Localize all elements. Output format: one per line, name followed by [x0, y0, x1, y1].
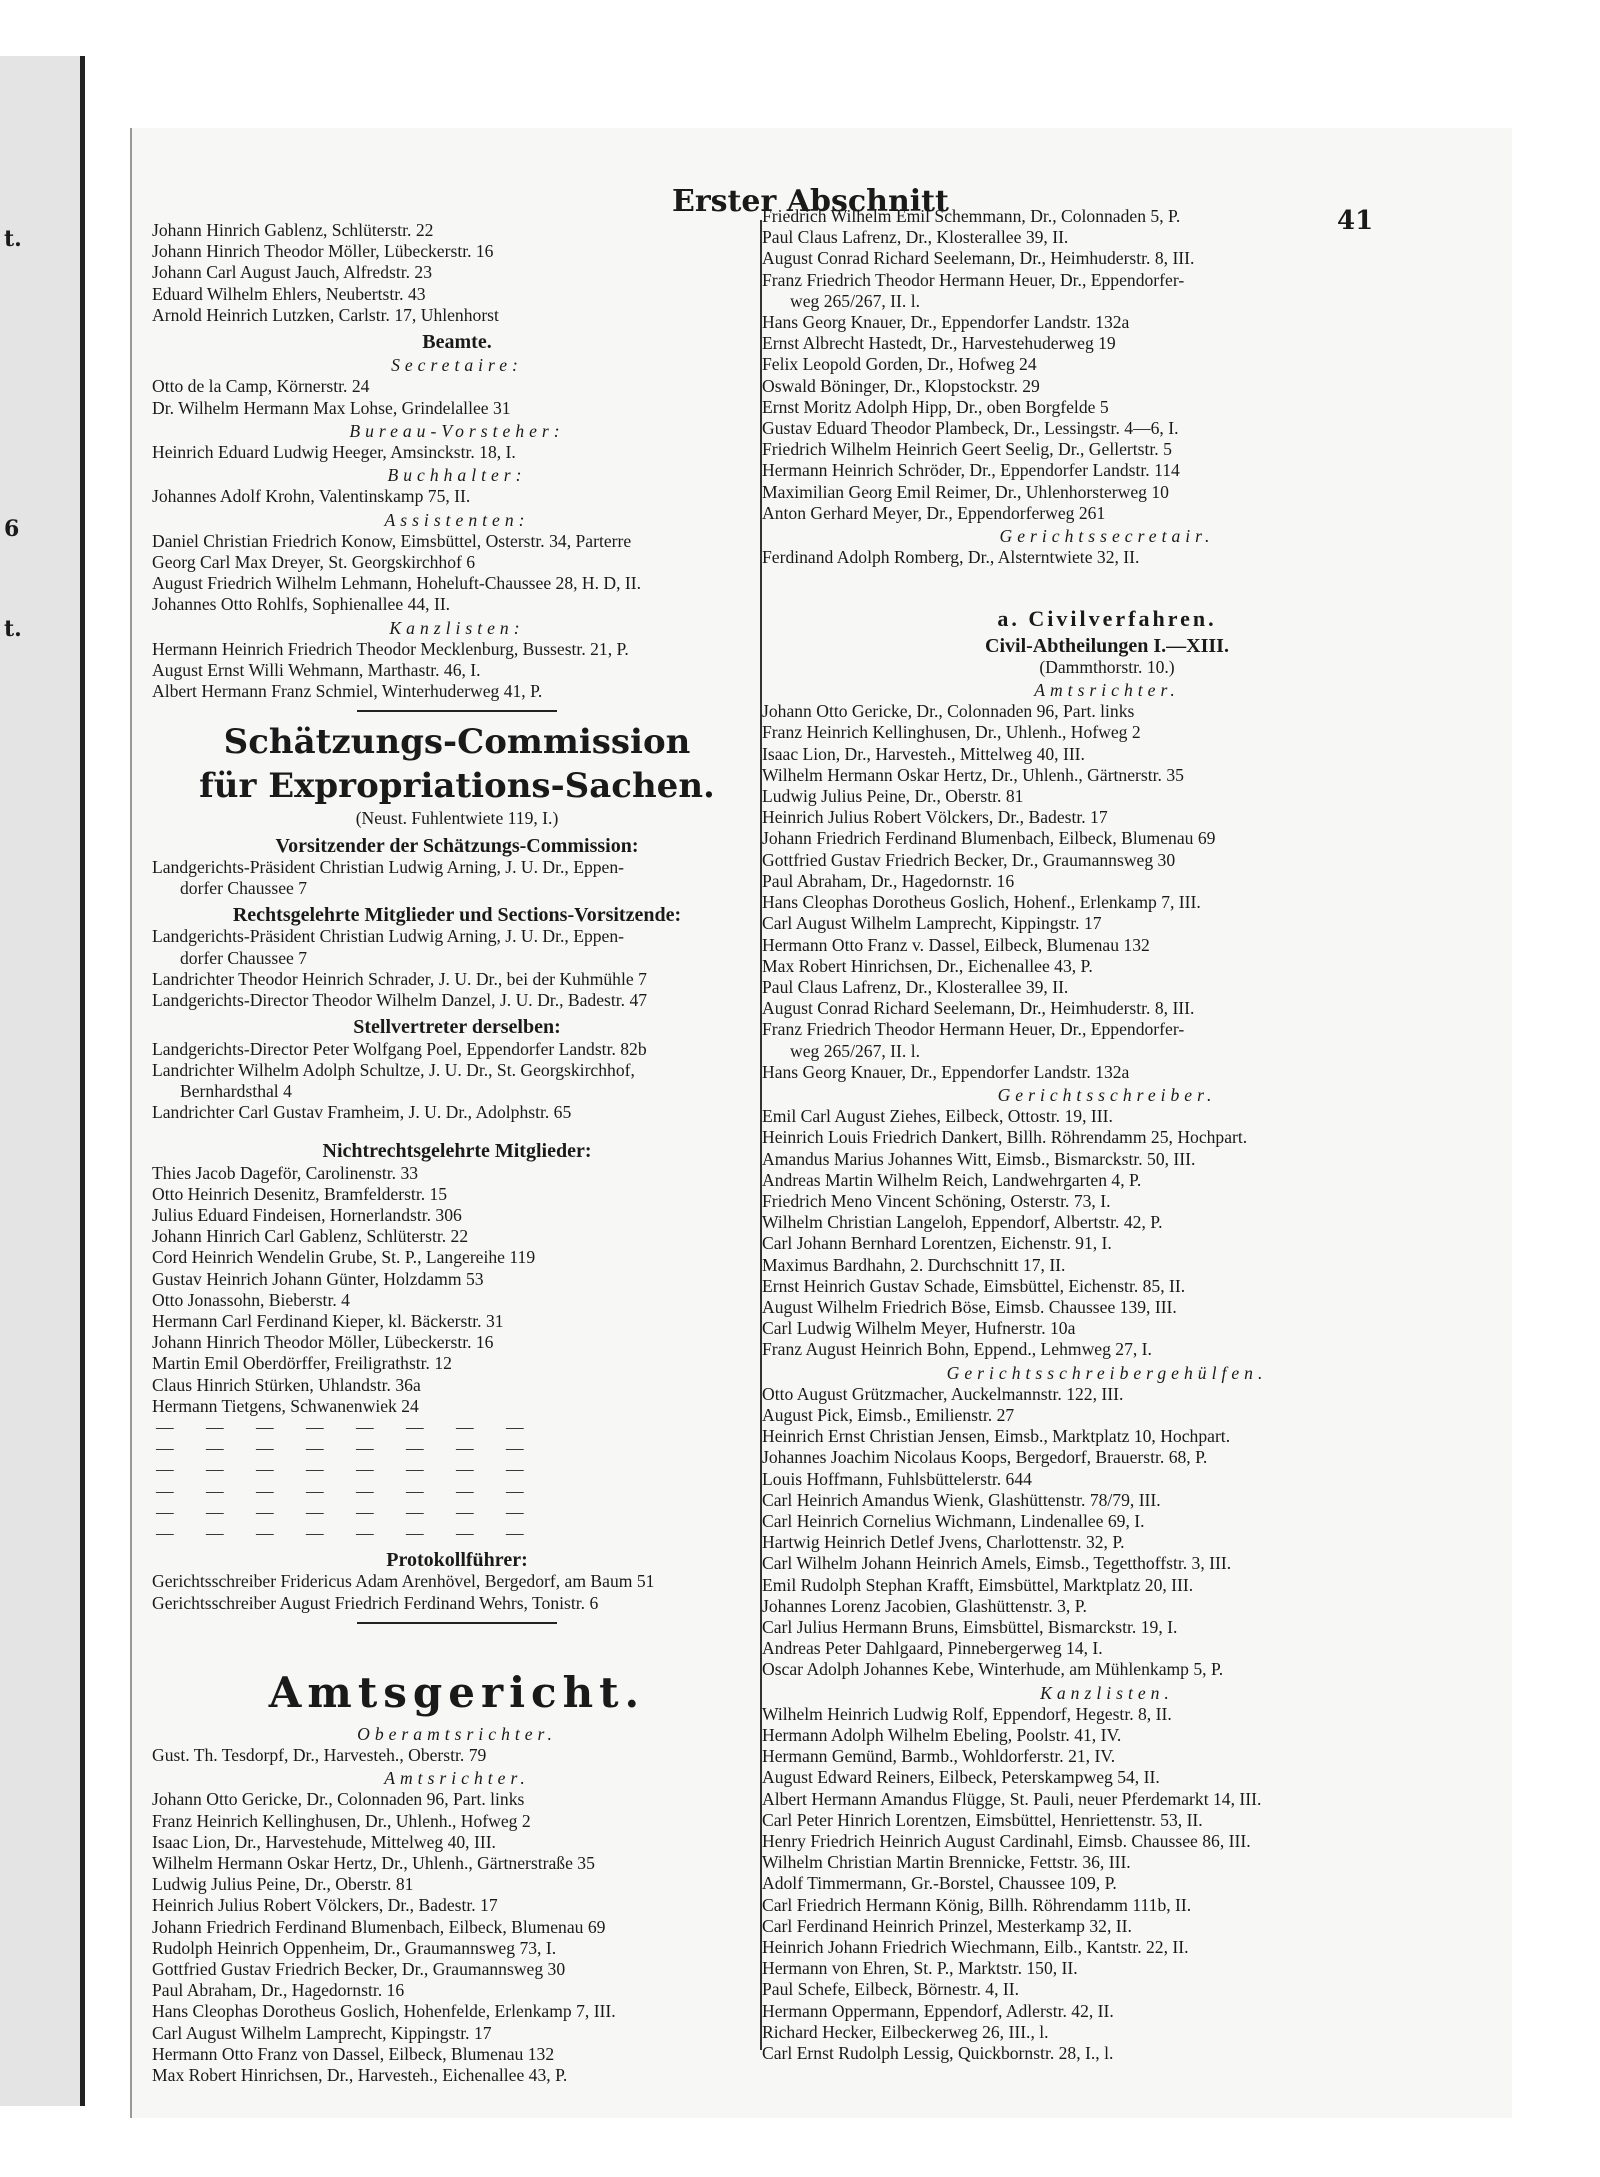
list-item: Otto August Grützmacher, Auckelmannstr. 122, III.: [762, 1383, 1124, 1404]
list-item: Franz Heinrich Kellinghusen, Dr., Uhlenh., Hofweg 2: [152, 1810, 531, 1831]
mitglieder-list: [152, 926, 762, 1011]
list-item: Andreas Martin Wilhelm Reich, Landwehrgarten 4, P.: [762, 1169, 1142, 1190]
list-item: August Conrad Richard Seelemann, Dr., Heimhuderstr. 8, III.: [762, 998, 1195, 1019]
left-column: [152, 220, 762, 2086]
stellvertreter-heading: Stellvertreter derselben:: [353, 1016, 561, 1039]
secretair-list: [762, 547, 1452, 568]
list-item: Johann Carl August Jauch, Alfredstr. 23: [152, 262, 433, 283]
list-item: Johann Hinrich Carl Gablenz, Schlüterstr. 22: [152, 1226, 469, 1247]
list-item: Carl Julius Hermann Bruns, Eimsbüttel, Bismarckstr. 19, I.: [762, 1617, 1178, 1637]
commission-title: Schätzungs-Commission: [223, 722, 691, 763]
list-item: Hermann Otto Franz v. Dassel, Eilbeck, Blumenau 132: [762, 934, 1150, 955]
list-item: Heinrich Julius Robert Völckers, Dr., Badestr. 17: [762, 807, 1108, 828]
list-item: Albert Hermann Amandus Flügge, St. Pauli, neuer Pferdemarkt 14, III.: [762, 1788, 1262, 1809]
list-item: Hermann Carl Ferdinand Kieper, kl. Bäckerstr. 31: [152, 1310, 504, 1331]
list-item: August Friedrich Wilhelm Lehmann, Hoheluft-Chaussee 28, H. D, II.: [152, 573, 642, 594]
list-item: Ludwig Julius Peine, Dr., Oberstr. 81: [762, 786, 1024, 807]
list-item: Isaac Lion, Dr., Harvesteh., Mittelweg 40, III.: [762, 743, 1085, 764]
list-item: Johann Friedrich Ferdinand Blumenbach, Eilbeck, Blumenau 69: [762, 828, 1216, 849]
list-item: Martin Emil Oberdörffer, Freiligrathstr. 12: [152, 1353, 452, 1374]
nicht-list: [152, 1163, 762, 1417]
list-item: Eduard Wilhelm Ehlers, Neubertstr. 43: [152, 283, 426, 304]
right-kanzlisten-list: [762, 1704, 1452, 2064]
list-item: Hans Georg Knauer, Dr., Eppendorfer Landstr. 132a: [762, 312, 1130, 333]
list-item: Emil Rudolph Stephan Krafft, Eimsbüttel, Marktplatz 20, III.: [762, 1574, 1194, 1595]
list-item: Franz August Heinrich Bohn, Eppend., Lehmweg 27, I.: [762, 1339, 1152, 1360]
list-item: Otto Heinrich Desenitz, Bramfelderstr. 15: [152, 1183, 448, 1204]
list-item: August Wilhelm Friedrich Böse, Eimsb. Chaussee 139, III.: [762, 1296, 1177, 1317]
list-item: — — — — — — — —: [156, 1522, 538, 1543]
list-item: Gust. Th. Tesdorpf, Dr., Harvesteh., Oberstr. 79: [152, 1744, 487, 1765]
commission-title-2: für Expropriations-Sachen.: [199, 766, 715, 807]
list-item: Gottfried Gustav Friedrich Becker, Dr., Graumannsweg 30: [152, 1959, 566, 1980]
civil-address: (Dammthorstr. 10.): [1039, 656, 1175, 677]
list-item: August Conrad Richard Seelemann, Dr., Heimhuderstr. 8, III.: [762, 248, 1195, 269]
list-item: Paul Abraham, Dr., Hagedornstr. 16: [762, 870, 1015, 891]
list-item: Paul Claus Lafrenz, Dr., Klosterallee 39, II.: [762, 976, 1069, 997]
list-item: Oscar Adolph Johannes Kebe, Winterhude, am Mühlenkamp 5, P.: [762, 1659, 1224, 1680]
list-item: Ernst Heinrich Gustav Schade, Eimsbüttel, Eichenstr. 85, II.: [762, 1275, 1186, 1296]
list-item: Wilhelm Christian Langeloh, Eppendorf, Albertstr. 42, P.: [762, 1212, 1163, 1233]
list-item: weg 265/267, II. l.: [790, 1040, 920, 1061]
list-item: Rudolph Heinrich Oppenheim, Dr., Graumannsweg 73, I.: [152, 1937, 557, 1958]
list-item: Friedrich Meno Vincent Schöning, Osterstr. 73, I.: [762, 1190, 1111, 1211]
list-item: Friedrich Wilhelm Heinrich Geert Seelig, Dr., Gellertstr. 5: [762, 439, 1172, 460]
oberamt-list: [152, 1745, 762, 1766]
list-item: Isaac Lion, Dr., Harvestehude, Mittelweg 40, III.: [152, 1831, 496, 1852]
amtsrichter-list: [152, 1789, 762, 2086]
list-item: — — — — — — — —: [156, 1416, 538, 1437]
list-item: Emil Carl August Ziehes, Eilbeck, Ottostr. 19, III.: [762, 1106, 1113, 1127]
assistenten-list: [152, 531, 762, 616]
margin-mark: t.: [4, 226, 22, 252]
list-item: Hermann Tietgens, Schwanenwiek 24: [152, 1395, 419, 1416]
page-number: 41: [1337, 206, 1374, 236]
list-item: Johannes Lorenz Jacobien, Glashüttenstr. 3, P.: [762, 1595, 1087, 1616]
list-item: Louis Hoffmann, Fuhlsbüttelerstr. 644: [762, 1468, 1032, 1489]
section-rule: [357, 710, 557, 712]
list-item: Johann Hinrich Theodor Möller, Lübeckerstr. 16: [152, 1332, 494, 1353]
list-item: August Pick, Eimsb., Emilienstr. 27: [762, 1404, 1015, 1425]
list-item: Gustav Eduard Theodor Plambeck, Dr., Lessingstr. 4—6, I.: [762, 418, 1179, 439]
list-item: August Edward Reiners, Eilbeck, Peterskampweg 54, II.: [762, 1767, 1160, 1788]
stellvertreter-list: [152, 1039, 762, 1124]
list-item: Georg Carl Max Dreyer, St. Georgskirchhof 6: [152, 552, 476, 573]
list-item: Johannes Adolf Krohn, Valentinskamp 75, II.: [152, 486, 471, 507]
mitglieder-heading: Rechtsgelehrte Mitglieder und Sections-Vorsitzende:: [232, 904, 682, 927]
schreiber-list: [762, 1106, 1452, 1360]
list-item: Landrichter Carl Gustav Framheim, J. U. Dr., Adolphstr. 65: [152, 1102, 572, 1123]
list-item: Richard Hecker, Eilbeckerweg 26, III., l.: [762, 2021, 1049, 2042]
adjacent-page-edge: [0, 56, 85, 2106]
list-item: Heinrich Ernst Christian Jensen, Eimsb., Marktplatz 10, Hochpart.: [762, 1426, 1231, 1447]
list-item: Max Robert Hinrichsen, Dr., Harvesteh., Eichenallee 43, P.: [152, 2065, 568, 2086]
list-item: Carl August Wilhelm Lamprecht, Kippingstr. 17: [762, 913, 1102, 934]
assistenten-heading: Assistenten:: [384, 509, 530, 530]
list-item: Carl Ferdinand Heinrich Prinzel, Mesterkamp 32, II.: [762, 1915, 1132, 1936]
list-item: Paul Schefe, Eilbeck, Börnestr. 4, II.: [762, 1979, 1019, 2000]
list-item: — — — — — — — —: [156, 1438, 538, 1459]
list-item: August Ernst Willi Wehmann, Marthastr. 46, I.: [152, 660, 481, 681]
list-item: Landgerichts-Director Theodor Wilhelm Danzel, J. U. Dr., Badestr. 47: [152, 990, 648, 1011]
document-page: [130, 128, 1512, 2118]
list-item: Otto Jonassohn, Bieberstr. 4: [152, 1289, 350, 1310]
list-item: Maximilian Georg Emil Reimer, Dr., Uhlenhorsterweg 10: [762, 481, 1169, 502]
oberamt-heading: Oberamtsrichter.: [357, 1723, 557, 1744]
list-item: Dr. Wilhelm Hermann Max Lohse, Grindelallee 31: [152, 397, 511, 418]
list-item: — — — — — — — —: [156, 1501, 538, 1522]
vorsitzender-heading: Vorsitzender der Schätzungs-Commission:: [275, 834, 639, 857]
gehuelfen-list: [762, 1384, 1452, 1681]
list-item: Franz Friedrich Theodor Hermann Heuer, Dr., Eppendorfer-: [762, 269, 1185, 290]
list-item: Johann Otto Gericke, Dr., Colonnaden 96, Part. links: [762, 701, 1135, 722]
list-item: Gerichtsschreiber August Friedrich Ferdinand Wehrs, Tonistr. 6: [152, 1592, 599, 1613]
list-item: Julius Eduard Findeisen, Hornerlandstr. 306: [152, 1204, 462, 1225]
list-item: — — — — — — — —: [156, 1459, 538, 1480]
list-item: Carl Ludwig Wilhelm Meyer, Hufnerstr. 10a: [762, 1318, 1076, 1339]
list-item: Hans Cleophas Dorotheus Goslich, Hohenf., Erlenkamp 7, III.: [762, 892, 1201, 913]
right-kanzlisten-heading: Kanzlisten.: [1040, 1682, 1174, 1703]
list-item: Felix Leopold Gorden, Dr., Hofweg 24: [762, 354, 1037, 375]
list-item: Claus Hinrich Stürken, Uhlandstr. 36a: [152, 1374, 421, 1395]
list-item: Henry Friedrich Heinrich August Cardinahl, Eimsb. Chaussee 86, III.: [762, 1831, 1251, 1852]
list-item: Johannes Otto Rohlfs, Sophienallee 44, II.: [152, 594, 451, 615]
list-item: Landrichter Wilhelm Adolph Schultze, J. U. Dr., St. Georgskirchhof,: [152, 1059, 635, 1080]
list-item: Max Robert Hinrichsen, Dr., Eichenallee 43, P.: [762, 955, 1093, 976]
list-item: Heinrich Julius Robert Völckers, Dr., Badestr. 17: [152, 1895, 498, 1916]
list-item: Franz Friedrich Theodor Hermann Heuer, Dr., Eppendorfer-: [762, 1019, 1185, 1040]
list-item: Carl Heinrich Cornelius Wichmann, Lindenallee 69, I.: [762, 1510, 1145, 1531]
buchhalter-heading: Buchhalter:: [387, 465, 527, 486]
secretaire-heading: Secretaire:: [391, 355, 523, 376]
list-item: Landgerichts-Präsident Christian Ludwig Arning, J. U. Dr., Eppen-: [152, 926, 625, 947]
protokoll-heading: Protokollführer:: [386, 1549, 528, 1572]
list-item: Johann Friedrich Ferdinand Blumenbach, Eilbeck, Blumenau 69: [152, 1916, 606, 1937]
right-amtsrichter-heading: Amtsrichter.: [1034, 680, 1180, 701]
amtsgericht-title: Amtsgericht.: [268, 1667, 646, 1717]
list-item: Wilhelm Christian Martin Brennicke, Fettstr. 36, III.: [762, 1852, 1131, 1873]
buchhalter-list: [152, 486, 762, 507]
list-item: Hans Cleophas Dorotheus Goslich, Hohenfelde, Erlenkamp 7, III.: [152, 2001, 616, 2022]
kanzlisten-list: [152, 639, 762, 703]
gehuelfen-heading: Gerichtsschreibergehülfen.: [946, 1362, 1268, 1383]
list-item: Cord Heinrich Wendelin Grube, St. P., Langereihe 119: [152, 1247, 536, 1268]
right-amtsrichter-list: [762, 701, 1452, 1083]
list-item: Johann Hinrich Theodor Möller, Lübeckerstr. 16: [152, 241, 494, 262]
civil-subheading: Civil-Abtheilungen I.—XIII.: [985, 634, 1229, 657]
list-item: Otto de la Camp, Körnerstr. 24: [152, 376, 370, 397]
list-item: Anton Gerhard Meyer, Dr., Eppendorferweg 261: [762, 502, 1106, 523]
bureau-heading: Bureau-Vorsteher:: [349, 420, 565, 441]
civil-heading: a. Civilverfahren.: [997, 606, 1217, 632]
nicht-heading: Nichtrechtsgelehrte Mitglieder:: [322, 1140, 592, 1163]
list-item: Bernhardsthal 4: [180, 1080, 292, 1101]
margin-mark: 6: [4, 516, 20, 542]
list-item: Wilhelm Heinrich Ludwig Rolf, Eppendorf, Hegestr. 8, II.: [762, 1703, 1172, 1724]
list-item: Landgerichts-Director Peter Wolfgang Poel, Eppendorfer Landstr. 82b: [152, 1038, 647, 1059]
margin-mark: t.: [4, 616, 22, 642]
list-item: Friedrich Wilhelm Emil Schemmann, Dr., Colonnaden 5, P.: [762, 206, 1181, 226]
list-item: Hartwig Heinrich Detlef Jvens, Charlottenstr. 32, P.: [762, 1532, 1125, 1553]
list-item: Albert Hermann Franz Schmiel, Winterhuderweg 41, P.: [152, 681, 543, 702]
list-item: Carl Johann Bernhard Lorentzen, Eichenstr. 91, I.: [762, 1233, 1112, 1254]
list-item: Johannes Joachim Nicolaus Koops, Bergedorf, Brauerstr. 68, P.: [762, 1447, 1208, 1468]
kanzlisten-heading: Kanzlisten:: [389, 617, 525, 638]
list-item: Andreas Peter Dahlgaard, Pinnebergerweg 14, I.: [762, 1638, 1103, 1659]
secretaire-list: [152, 376, 762, 418]
list-item: Carl Ernst Rudolph Lessig, Quickbornstr. 28, I., l.: [762, 2043, 1114, 2064]
list-item: Hermann Gemünd, Barmb., Wohldorferstr. 21, IV.: [762, 1746, 1116, 1767]
list-item: Maximus Bardhahn, 2. Durchschnitt 17, II.: [762, 1254, 1066, 1275]
list-item: Paul Claus Lafrenz, Dr., Klosterallee 39, II.: [762, 227, 1069, 248]
list-item: Gerichtsschreiber Fridericus Adam Arenhövel, Bergedorf, am Baum 51: [152, 1571, 655, 1592]
list-item: Wilhelm Hermann Oskar Hertz, Dr., Uhlenh., Gärtnerstr. 35: [762, 764, 1184, 785]
list-item: Ludwig Julius Peine, Dr., Oberstr. 81: [152, 1874, 414, 1895]
list-item: Hans Georg Knauer, Dr., Eppendorfer Landstr. 132a: [762, 1061, 1130, 1082]
list-item: — — — — — — — —: [156, 1480, 538, 1501]
list-item: Carl Heinrich Amandus Wienk, Glashüttenstr. 78/79, III.: [762, 1489, 1161, 1510]
list-item: Carl Peter Hinrich Lorentzen, Eimsbüttel, Henriettenstr. 53, II.: [762, 1809, 1203, 1830]
list-item: Heinrich Eduard Ludwig Heeger, Amsinckstr. 18, I.: [152, 442, 516, 463]
list-item: Ferdinand Adolph Romberg, Dr., Alsterntwiete 32, II.: [762, 547, 1140, 568]
commission-address: (Neust. Fuhlentwiete 119, I.): [355, 808, 559, 829]
beamte-heading: Beamte.: [422, 331, 492, 354]
secretair-heading: Gerichtssecretair.: [999, 526, 1215, 547]
list-item: Thies Jacob Dageför, Carolinenstr. 33: [152, 1162, 419, 1183]
list-item: Hermann Adolph Wilhelm Ebeling, Poolstr. 41, IV.: [762, 1725, 1122, 1746]
amtsrichter-heading: Amtsrichter.: [384, 1768, 530, 1789]
list-item: Daniel Christian Friedrich Konow, Eimsbüttel, Osterstr. 34, Parterre: [152, 530, 632, 551]
list-item: Franz Heinrich Kellinghusen, Dr., Uhlenh., Hofweg 2: [762, 722, 1141, 743]
list-item: Heinrich Johann Friedrich Wiechmann, Eilb., Kantstr. 22, II.: [762, 1937, 1189, 1958]
list-item: Arnold Heinrich Lutzken, Carlstr. 17, Uhlenhorst: [152, 304, 499, 325]
list-item: Adolf Timmermann, Gr.-Borstel, Chaussee 109, P.: [762, 1873, 1117, 1894]
left-top-list: [152, 220, 762, 326]
right-top-list: [762, 206, 1452, 524]
section-heading: Erster Abschnitt: [672, 184, 949, 219]
list-item: dorfer Chaussee 7: [180, 947, 308, 968]
list-item: Hermann Heinrich Schröder, Dr., Eppendorfer Landstr. 114: [762, 460, 1180, 481]
list-item: Carl Friedrich Hermann König, Billh. Röhrendamm 111b, II.: [762, 1894, 1192, 1915]
protokoll-list: [152, 1571, 762, 1613]
list-item: Johann Hinrich Gablenz, Schlüterstr. 22: [152, 220, 434, 240]
list-item: Hermann Oppermann, Eppendorf, Adlerstr. 42, II.: [762, 2000, 1114, 2021]
section-rule: [357, 1622, 557, 1624]
list-item: Oswald Böninger, Dr., Klopstockstr. 29: [762, 375, 1040, 396]
list-item: Heinrich Louis Friedrich Dankert, Billh. Röhrendamm 25, Hochpart.: [762, 1127, 1248, 1148]
vorsitzender-list: [152, 857, 762, 899]
list-item: Landgerichts-Präsident Christian Ludwig Arning, J. U. Dr., Eppen-: [152, 856, 625, 877]
list-item: Hermann von Ehren, St. P., Marktstr. 150, II.: [762, 1958, 1078, 1979]
list-item: Hermann Otto Franz von Dassel, Eilbeck, Blumenau 132: [152, 2043, 555, 2064]
list-item: Wilhelm Hermann Oskar Hertz, Dr., Uhlenh., Gärtnerstraße 35: [152, 1853, 595, 1873]
list-item: weg 265/267, II. l.: [790, 290, 920, 311]
list-item: Amandus Marius Johannes Witt, Eimsb., Bismarckstr. 50, III.: [762, 1148, 1196, 1169]
list-item: Gustav Heinrich Johann Günter, Holzdamm 53: [152, 1268, 484, 1289]
list-item: Paul Abraham, Dr., Hagedornstr. 16: [152, 1980, 405, 2001]
right-column: [762, 206, 1452, 2064]
list-item: Carl August Wilhelm Lamprecht, Kippingstr. 17: [152, 2022, 492, 2043]
dash-rows: [152, 1417, 762, 1544]
list-item: Carl Wilhelm Johann Heinrich Amels, Eimsb., Tegetthoffstr. 3, III.: [762, 1553, 1232, 1574]
list-item: Johann Otto Gericke, Dr., Colonnaden 96, Part. links: [152, 1789, 525, 1810]
list-item: Landrichter Theodor Heinrich Schrader, J. U. Dr., bei der Kuhmühle 7: [152, 968, 647, 989]
list-item: Hermann Heinrich Friedrich Theodor Mecklenburg, Bussestr. 21, P.: [152, 638, 629, 659]
bureau-list: [152, 442, 762, 463]
list-item: Gottfried Gustav Friedrich Becker, Dr., Graumannsweg 30: [762, 849, 1176, 870]
schreiber-heading: Gerichtsschreiber.: [997, 1084, 1217, 1105]
list-item: Ernst Moritz Adolph Hipp, Dr., oben Borgfelde 5: [762, 396, 1109, 417]
list-item: dorfer Chaussee 7: [180, 878, 308, 899]
list-item: Ernst Albrecht Hastedt, Dr., Harvestehuderweg 19: [762, 333, 1116, 354]
